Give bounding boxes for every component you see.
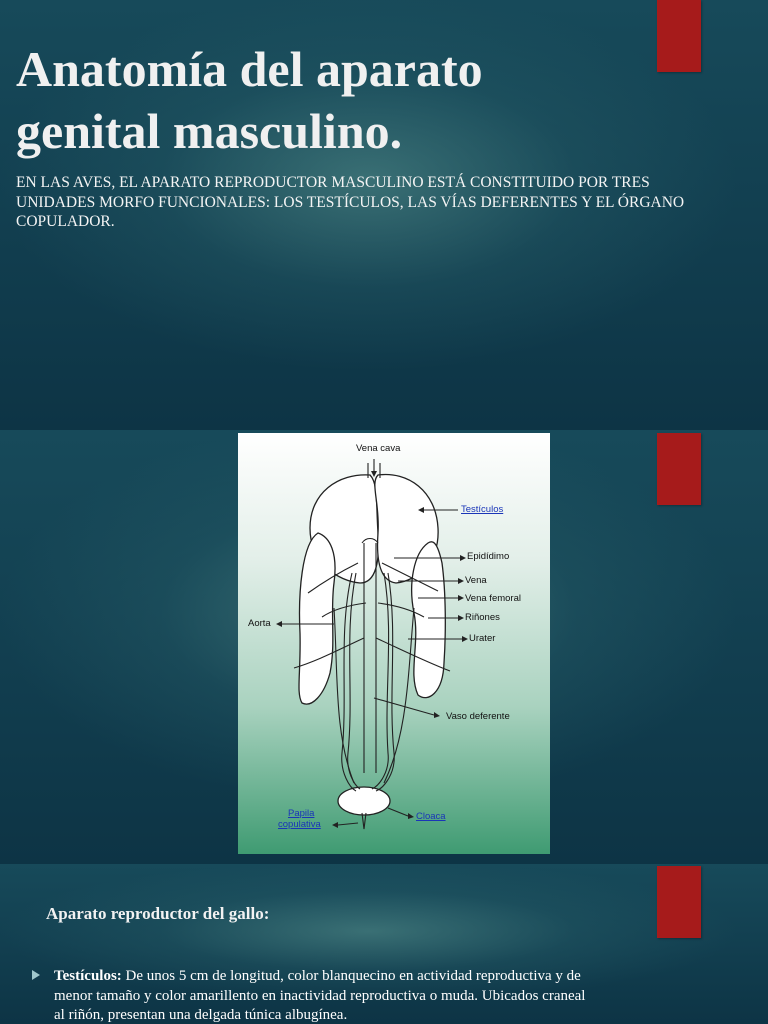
bullet-description: De unos 5 cm de longitud, color blanquecino en actividad reproductiva y de menor tamaño y color amarillento en inactividad reproductiva o muda. Ubicados craneal al riñón, presentan una delgada túnica albugínea. — [54, 968, 586, 1023]
link-papila[interactable]: Papila — [288, 808, 315, 819]
label-vena-femoral: Vena femoral — [465, 593, 521, 604]
slide-diagram — [0, 430, 768, 864]
section-heading: Aparato reproductor del gallo: — [46, 904, 270, 923]
label-vena: Vena — [465, 575, 487, 586]
label-rinones: Riñones — [465, 612, 500, 623]
slide-title-heading: Anatomía del aparato genital masculino. — [16, 41, 483, 159]
bullet-text — [54, 967, 592, 1024]
slide-title — [0, 0, 768, 430]
link-testiculos[interactable]: Testículos — [461, 504, 504, 515]
red-accent-tab — [657, 433, 701, 505]
red-accent-tab — [657, 0, 701, 72]
slide-description — [0, 864, 768, 1024]
label-ureter: Urater — [469, 633, 496, 644]
label-vaso-deferente: Vaso deferente — [446, 711, 510, 722]
link-cloaca[interactable]: Cloaca — [416, 811, 446, 822]
link-papila-copulativa[interactable]: copulativa — [278, 819, 321, 830]
label-epididimo: Epidídimo — [467, 551, 510, 562]
anatomy-diagram — [238, 433, 550, 854]
slide-subtitle: EN LAS AVES, EL APARATO REPRODUCTOR MASCULINO ESTÁ CONSTITUIDO POR TRES UNIDADES MORFO FUNCIONALES: LOS TESTÍCULOS, LAS VÍAS DEFERENTES Y EL ÓRGANO COPULADOR. — [16, 174, 685, 230]
label-aorta: Aorta — [248, 618, 271, 629]
bullet-term: Testículos: — [54, 968, 122, 984]
bullet-arrow-icon — [32, 970, 40, 980]
anatomy-illustration — [238, 433, 550, 854]
label-vena-cava: Vena cava — [356, 443, 401, 454]
list-item — [32, 967, 592, 1024]
red-accent-tab — [657, 866, 701, 938]
